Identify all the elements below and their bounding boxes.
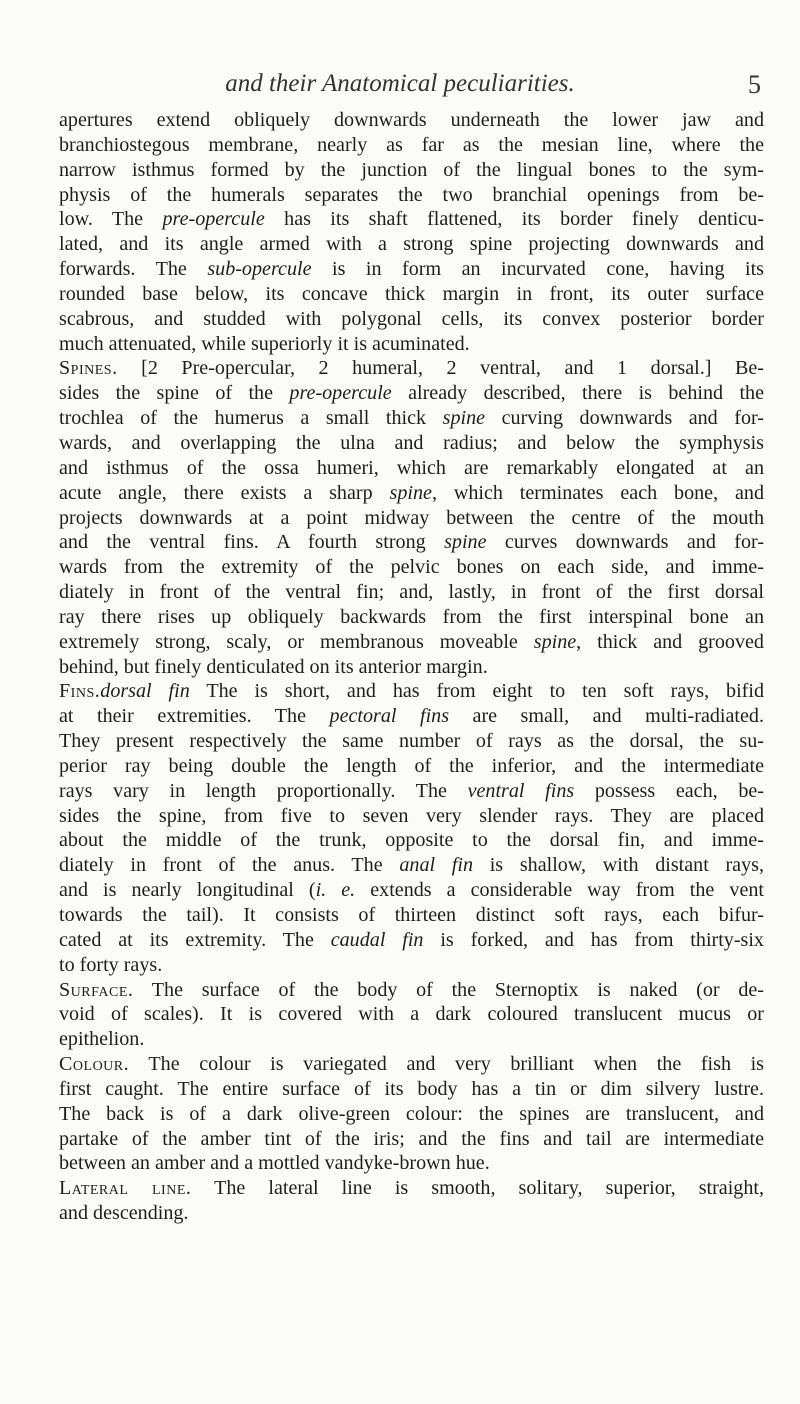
text-segment: branchiostegous membrane, nearly as far as the mesian line, where the bbox=[59, 133, 764, 156]
text-segment: [2 Pre-opercular, 2 humeral, 2 ventral, and 1 dorsal.] Be- bbox=[117, 357, 764, 380]
text-line bbox=[59, 779, 764, 804]
text-line bbox=[59, 1027, 764, 1052]
italic-term: ventral fins bbox=[467, 779, 575, 802]
running-head bbox=[0, 70, 800, 98]
text-segment: and the ventral fins. A fourth strong bbox=[59, 531, 445, 554]
text-line bbox=[59, 406, 764, 431]
text-line bbox=[59, 953, 764, 978]
text-segment: diately in front of the anus. The bbox=[59, 854, 400, 877]
italic-term: caudal fin bbox=[330, 928, 424, 951]
text-line bbox=[59, 754, 764, 779]
text-line bbox=[59, 729, 764, 754]
text-segment: and isthmus of the ossa humeri, which are remarkably elongated at an bbox=[59, 456, 764, 479]
text-segment: is shallow, with distant rays, bbox=[473, 854, 764, 877]
text-line bbox=[59, 655, 764, 680]
text-line bbox=[59, 282, 764, 307]
italic-term: pre-opercule bbox=[289, 382, 392, 405]
text-line bbox=[59, 978, 764, 1003]
text-segment: , which terminates each bone, and bbox=[431, 481, 764, 504]
text-segment: are small, and multi-radiated. bbox=[449, 705, 764, 728]
text-segment: low. The bbox=[59, 208, 163, 231]
text-line bbox=[59, 506, 764, 531]
text-line bbox=[59, 1151, 764, 1176]
text-segment: They present respectively the same number of rays as the dorsal, the su- bbox=[59, 730, 764, 753]
text-segment: , thick and grooved bbox=[576, 630, 764, 653]
text-segment: The bbox=[189, 680, 255, 703]
text-segment: extremely strong, scaly, or membranous moveable bbox=[59, 630, 534, 653]
italic-term: dorsal fin bbox=[100, 680, 190, 703]
text-segment: has its shaft flattened, its border finely denticu- bbox=[264, 208, 764, 231]
text-segment: rays vary in length proportionally. The bbox=[59, 779, 468, 802]
text-line bbox=[59, 878, 764, 903]
text-segment: wards, and overlapping the ulna and radius; and below the symphysis bbox=[59, 431, 764, 454]
text-line bbox=[59, 804, 764, 829]
text-line bbox=[59, 332, 764, 357]
text-segment: partake of the amber tint of the iris; and the fins and tail are intermediate bbox=[59, 1127, 764, 1150]
text-segment: acute angle, there exists a sharp bbox=[59, 481, 390, 504]
text-line bbox=[59, 605, 764, 630]
page-header bbox=[0, 70, 800, 110]
italic-term: spine bbox=[442, 407, 486, 430]
section-heading: Colour. bbox=[59, 1053, 130, 1076]
text-line bbox=[59, 1052, 764, 1077]
text-segment: and is nearly longitudinal ( bbox=[59, 879, 316, 902]
text-segment: The colour is variegated and very brilliant when the fish is bbox=[129, 1053, 764, 1076]
text-segment: perior ray being double the length of the inferior, and the intermediate bbox=[59, 754, 764, 777]
text-line bbox=[59, 456, 764, 481]
text-segment: diately in front of the ventral fin; and, lastly, in front of the first dorsal bbox=[59, 581, 764, 604]
text-line bbox=[59, 1002, 764, 1027]
text-line bbox=[59, 431, 764, 456]
text-line bbox=[59, 704, 764, 729]
text-line bbox=[59, 108, 764, 133]
text-segment: void of scales). It is covered with a dark coloured translucent mucus or bbox=[59, 1003, 764, 1026]
italic-term: anal fin bbox=[399, 854, 474, 877]
text-line bbox=[59, 903, 764, 928]
text-line bbox=[59, 530, 764, 555]
italic-term: pre-opercule bbox=[162, 208, 265, 231]
text-line bbox=[59, 1127, 764, 1152]
text-segment: scabrous, and studded with polygonal cells, its convex posterior border bbox=[59, 307, 764, 330]
text-line bbox=[59, 928, 764, 953]
italic-term: spine bbox=[444, 531, 487, 554]
text-line bbox=[59, 232, 764, 257]
text-segment: possess each, be- bbox=[574, 779, 764, 802]
text-segment: ray there rises up obliquely backwards from the first interspinal bone an bbox=[59, 605, 764, 628]
text-segment: between an amber and a mottled vandyke-brown hue. bbox=[59, 1152, 490, 1175]
text-line bbox=[59, 853, 764, 878]
text-segment: towards the tail). It consists of thirteen distinct soft rays, each bifur- bbox=[59, 904, 764, 926]
text-segment: physis of the humerals separates the two branchial openings from be- bbox=[59, 183, 764, 206]
section-heading: Surface. bbox=[59, 978, 134, 1001]
text-line bbox=[59, 183, 764, 208]
text-segment: narrow isthmus formed by the junction of the lingual bones to the sym- bbox=[59, 158, 764, 181]
text-segment: first caught. The entire surface of its body has a tin or dim silvery lustre. bbox=[59, 1077, 764, 1100]
section-heading: Spines. bbox=[59, 357, 118, 380]
text-segment: behind, but finely denticulated on its anterior margin. bbox=[59, 655, 488, 678]
text-line bbox=[59, 555, 764, 580]
text-line bbox=[59, 1201, 764, 1226]
text-segment: lated, and its angle armed with a strong spine projecting downwards and bbox=[59, 233, 764, 256]
text-segment: The surface of the body of the Sternoptix is naked (or de- bbox=[133, 978, 764, 1001]
text-segment: apertures extend obliquely downwards underneath the lower jaw and bbox=[59, 109, 764, 131]
running-head-part: and their bbox=[225, 70, 322, 97]
text-line bbox=[59, 828, 764, 853]
text-segment: sides the spine of the bbox=[59, 382, 290, 405]
section-heading: Fins. bbox=[59, 680, 101, 703]
text-line bbox=[59, 630, 764, 655]
text-line bbox=[59, 679, 764, 704]
italic-term: pectoral fins bbox=[329, 705, 450, 728]
text-line bbox=[59, 356, 764, 381]
body-text bbox=[59, 108, 764, 1226]
text-segment: much attenuated, while superiorly it is acuminated. bbox=[59, 332, 470, 355]
section-heading: Lateral line. bbox=[59, 1177, 192, 1200]
text-segment: The lateral line is smooth, solitary, superior, straight, bbox=[191, 1177, 764, 1200]
italic-term: spine bbox=[533, 630, 577, 653]
text-segment: wards from the extremity of the pelvic bones on each side, and imme- bbox=[59, 556, 764, 579]
text-segment: sides the spine, from five to seven very slender rays. They are placed bbox=[59, 804, 764, 827]
text-segment: epithelion. bbox=[59, 1028, 145, 1051]
text-line bbox=[59, 133, 764, 158]
text-line bbox=[59, 481, 764, 506]
text-segment: is forked, and has from thirty-six bbox=[423, 928, 764, 951]
text-segment: about the middle of the trunk, opposite to the dorsal fin, and imme- bbox=[59, 829, 764, 852]
italic-term: sub-opercule bbox=[207, 258, 312, 281]
page-number: 5 bbox=[748, 70, 761, 99]
text-segment: at their extremities. The bbox=[59, 705, 330, 728]
text-line bbox=[59, 307, 764, 332]
text-line bbox=[59, 1176, 764, 1201]
italic-term: spine bbox=[389, 481, 432, 504]
text-segment: The back is of a dark olive-green colour: the spines are translucent, and bbox=[59, 1102, 764, 1125]
text-segment: is short, and has from eight to ten soft rays, bifid bbox=[254, 680, 764, 703]
italic-term: i. e. bbox=[315, 879, 356, 902]
text-segment: cated at its extremity. The bbox=[59, 928, 331, 951]
text-segment: rounded base below, its concave thick margin in front, its outer surface bbox=[59, 282, 764, 305]
text-segment: and descending. bbox=[59, 1202, 189, 1225]
text-line bbox=[59, 1077, 764, 1102]
text-segment: forwards. The bbox=[59, 258, 208, 281]
text-line bbox=[59, 381, 764, 406]
text-line bbox=[59, 1102, 764, 1127]
text-segment: trochlea of the humerus a small thick bbox=[59, 407, 443, 430]
text-line bbox=[59, 580, 764, 605]
text-segment: is in form an incurvated cone, having its bbox=[311, 258, 764, 281]
text-line bbox=[59, 257, 764, 282]
text-segment: to forty rays. bbox=[59, 953, 163, 976]
text-segment: extends a considerable way from the vent bbox=[355, 879, 764, 902]
text-segment: curves downwards and for- bbox=[486, 531, 764, 554]
text-line bbox=[59, 207, 764, 232]
text-segment: already described, there is behind the bbox=[391, 382, 764, 405]
text-segment: projects downwards at a point midway between the centre of the mouth bbox=[59, 506, 764, 529]
running-head-part: peculiarities. bbox=[437, 70, 575, 97]
text-segment: curving downwards and for- bbox=[485, 407, 764, 430]
text-line bbox=[59, 158, 764, 183]
running-head-part: Anatomical bbox=[322, 70, 438, 97]
